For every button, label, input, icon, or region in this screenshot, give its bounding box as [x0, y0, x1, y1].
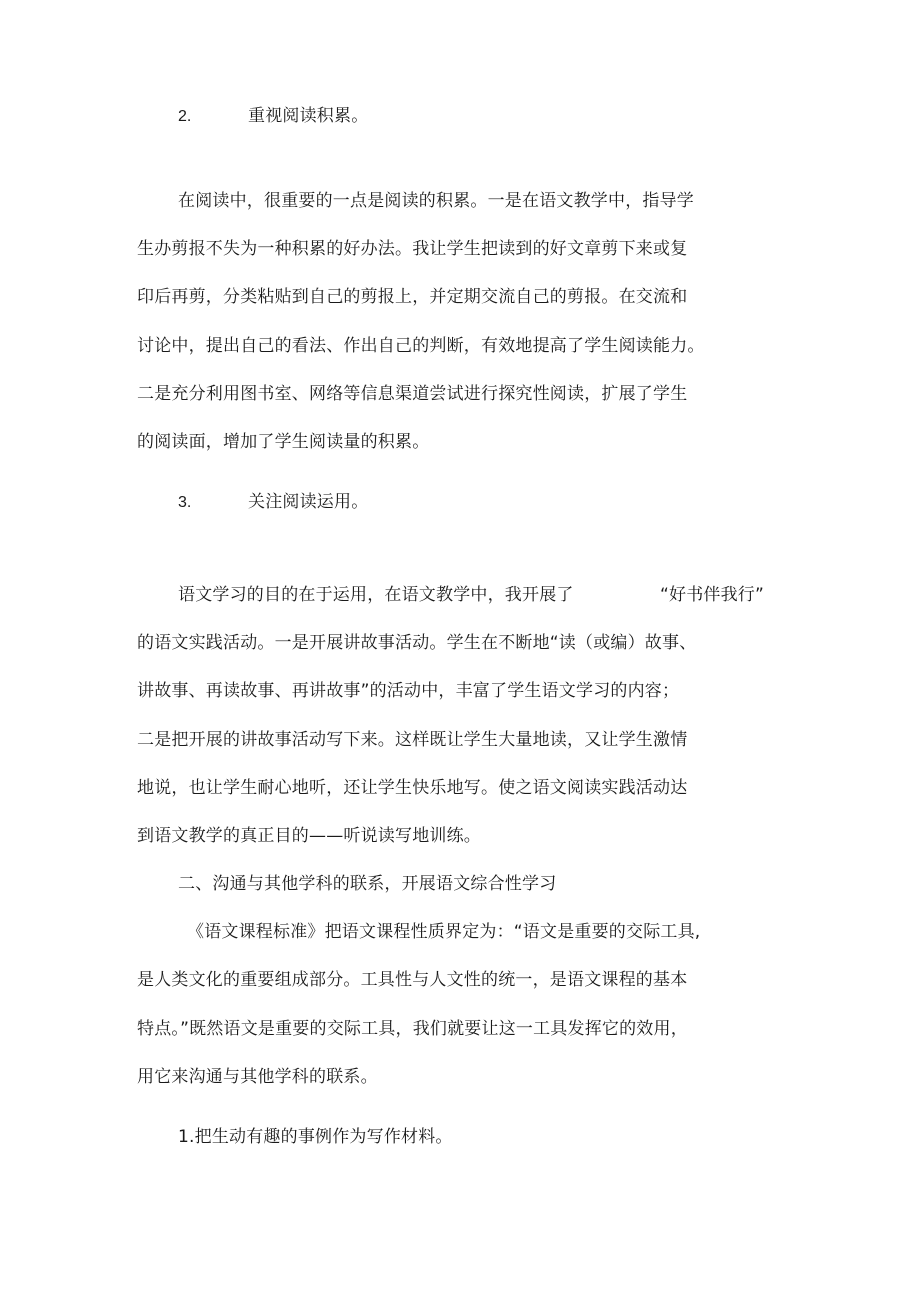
part-2-heading: 二、沟通与其他学科的联系，开展语文综合性学习 — [178, 874, 557, 894]
paragraph-line: 二是充分利用图书室、网络等信息渠道尝试进行探究性阅读，扩展了学生 — [137, 384, 688, 404]
paragraph-line: 《语文课程标准》把语文课程性质界定为：“语文是重要的交际工具, — [187, 922, 701, 942]
section-2-number: 2. — [178, 108, 192, 125]
paragraph-line: 用它来沟通与其他学科的联系。 — [137, 1067, 378, 1087]
paragraph-line: 在阅读中，很重要的一点是阅读的积累。一是在语文教学中，指导学 — [178, 191, 694, 211]
paragraph-line: 二是把开展的讲故事活动写下来。这样既让学生大量地读，又让学生激情 — [137, 730, 688, 750]
section-2-heading: 重视阅读积累。 — [248, 106, 369, 126]
paragraph-line: 讨论中，提出自己的看法、作出自己的判断，有效地提高了学生阅读能力。 — [137, 336, 705, 356]
paragraph-line: 印后再剪，分类粘贴到自己的剪报上，并定期交流自己的剪报。在交流和 — [137, 287, 688, 307]
paragraph-line: 的语文实践活动。一是开展讲故事活动。学生在不断地“读（或编）故事、 — [137, 633, 697, 653]
paragraph-line: 特点。”既然语文是重要的交际工具，我们就要让这一工具发挥它的效用， — [137, 1019, 688, 1039]
section-3-number: 3. — [178, 494, 192, 511]
paragraph-line: 生办剪报不失为一种积累的好办法。我让学生把读到的好文章剪下来或复 — [137, 239, 688, 259]
paragraph-line: 语文学习的目的在于运用，在语文教学中，我开展了 — [178, 585, 574, 605]
paragraph-line: 到语文教学的真正目的——听说读写地训练。 — [137, 826, 481, 846]
paragraph-line: 的阅读面，增加了学生阅读量的积累。 — [137, 432, 430, 452]
paragraph-line: 是人类文化的重要组成部分。工具性与人文性的统一，是语文课程的基本 — [137, 970, 688, 990]
section-3-heading: 关注阅读运用。 — [248, 492, 369, 512]
item-1-heading: 1.把生动有趣的事例作为写作材料。 — [178, 1127, 453, 1147]
quoted-activity-name: “好书伴我行” — [660, 585, 765, 605]
paragraph-line: 讲故事、再读故事、再讲故事”的活动中，丰富了学生语文学习的内容； — [137, 681, 680, 701]
paragraph-line: 地说，也让学生耐心地听，还让学生快乐地写。使之语文阅读实践活动达 — [137, 778, 688, 798]
